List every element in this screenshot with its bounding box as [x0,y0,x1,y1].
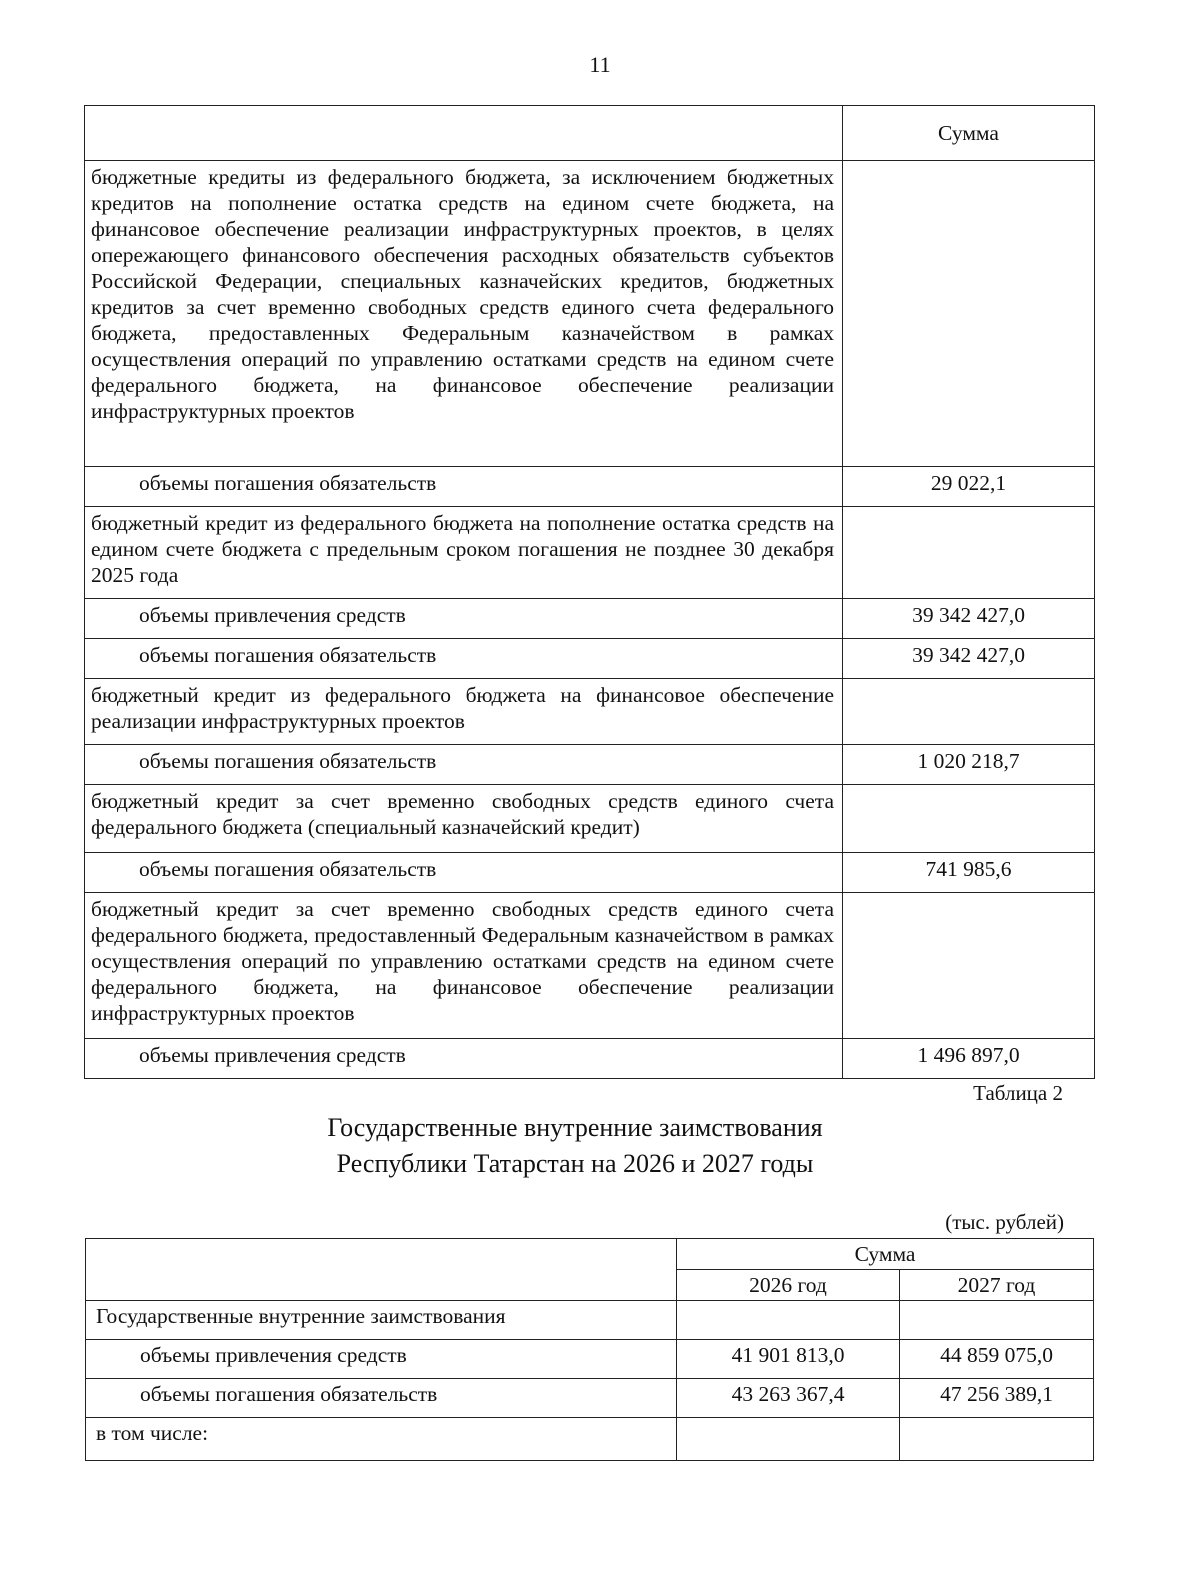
table-row [85,599,1095,639]
row-description: бюджетный кредит из федерального бюджета на пополнение остатка средств на едином счете бюджета с предельным сроком погашения не позднее 30 декабря 2025 года [85,507,843,599]
row-value: 741 985,6 [843,853,1095,893]
row-value-2027: 47 256 389,1 [900,1379,1094,1418]
row-label: объемы погашения обязательств [85,853,843,893]
row-value: 39 342 427,0 [843,599,1095,639]
row-value [843,507,1095,599]
row-label: объемы погашения обязательств [86,1379,677,1418]
header-empty-cell [86,1239,677,1301]
table-header-row [85,106,1095,161]
table-header-row [86,1239,1094,1270]
row-value-2027: 44 859 075,0 [900,1340,1094,1379]
row-value-2026 [677,1301,900,1340]
row-label: объемы привлечения средств [85,1039,843,1079]
page-number: 11 [589,52,611,77]
table-row [85,467,1095,507]
row-value-2027 [900,1301,1094,1340]
table-row [85,679,1095,745]
row-label: объемы привлечения средств [86,1340,677,1379]
header-year-2026: 2026 год [677,1270,900,1301]
table-row [86,1301,1094,1340]
units-label: (тыс. рублей) [945,1210,1064,1234]
row-label: объемы погашения обязательств [85,467,843,507]
row-value: 1 020 218,7 [843,745,1095,785]
row-label: объемы привлечения средств [85,599,843,639]
row-label: объемы погашения обязательств [85,745,843,785]
table-row [85,507,1095,599]
row-value [843,893,1095,1039]
row-value [843,161,1095,467]
row-value: 39 342 427,0 [843,639,1095,679]
table-row [86,1418,1094,1461]
table-row [85,161,1095,467]
row-value: 29 022,1 [843,467,1095,507]
row-description: бюджетный кредит из федерального бюджета на финансовое обеспечение реализации инфраструктурных проектов [85,679,843,745]
row-description: бюджетные кредиты из федерального бюджета, за исключением бюджетных кредитов на пополнение остатка средств на едином счете бюджета, на финансовое обеспечение реализации инфраструктурных проектов, в целях опережающего финансового обеспечения расходных обязательств субъектов Российской Федерации, специальных казначейских кредитов, бюджетных кредитов за счет временно свободных средств единого счета федерального бюджета, предоставленных Федеральным казначейством в рамках осуществления операций по управлению остатками средств на едином счете федерального бюджета, на финансовое обеспечение реализации инфраструктурных проектов [85,161,843,467]
table-row [85,893,1095,1039]
row-value-2027 [900,1418,1094,1461]
header-sum: Сумма [843,106,1095,161]
row-label: Государственные внутренние заимствования [86,1301,677,1340]
row-description: бюджетный кредит за счет временно свободных средств единого счета федерального бюджета (специальный казначейский кредит) [85,785,843,853]
header-empty-cell [85,106,843,161]
row-value: 1 496 897,0 [843,1039,1095,1079]
table-row [85,853,1095,893]
table-row [86,1340,1094,1379]
table-row [85,785,1095,853]
row-label: объемы погашения обязательств [85,639,843,679]
header-year-2027: 2027 год [900,1270,1094,1301]
table-row [85,639,1095,679]
table-title-line: Республики Татарстан на 2026 и 2027 годы [336,1149,814,1178]
row-description: бюджетный кредит за счет временно свободных средств единого счета федерального бюджета, предоставленный Федеральным казначейством в рамках осуществления операций по управлению остатками средств на едином счете федерального бюджета, на финансовое обеспечение реализации инфраструктурных проектов [85,893,843,1039]
row-value-2026 [677,1418,900,1461]
table-caption: Таблица 2 [973,1081,1063,1105]
table-title [0,1110,1150,1182]
table-row [85,745,1095,785]
row-value-2026: 43 263 367,4 [677,1379,900,1418]
borrowings-table-2026-2027 [85,1238,1094,1461]
row-value [843,679,1095,745]
table-title-line: Государственные внутренние заимствования [327,1113,823,1142]
row-value [843,785,1095,853]
table-row [85,1039,1095,1079]
row-value-2026: 41 901 813,0 [677,1340,900,1379]
row-label: в том числе: [86,1418,677,1461]
borrowings-table-continued [84,105,1095,1079]
header-sum: Сумма [677,1239,1094,1270]
table-row [86,1379,1094,1418]
